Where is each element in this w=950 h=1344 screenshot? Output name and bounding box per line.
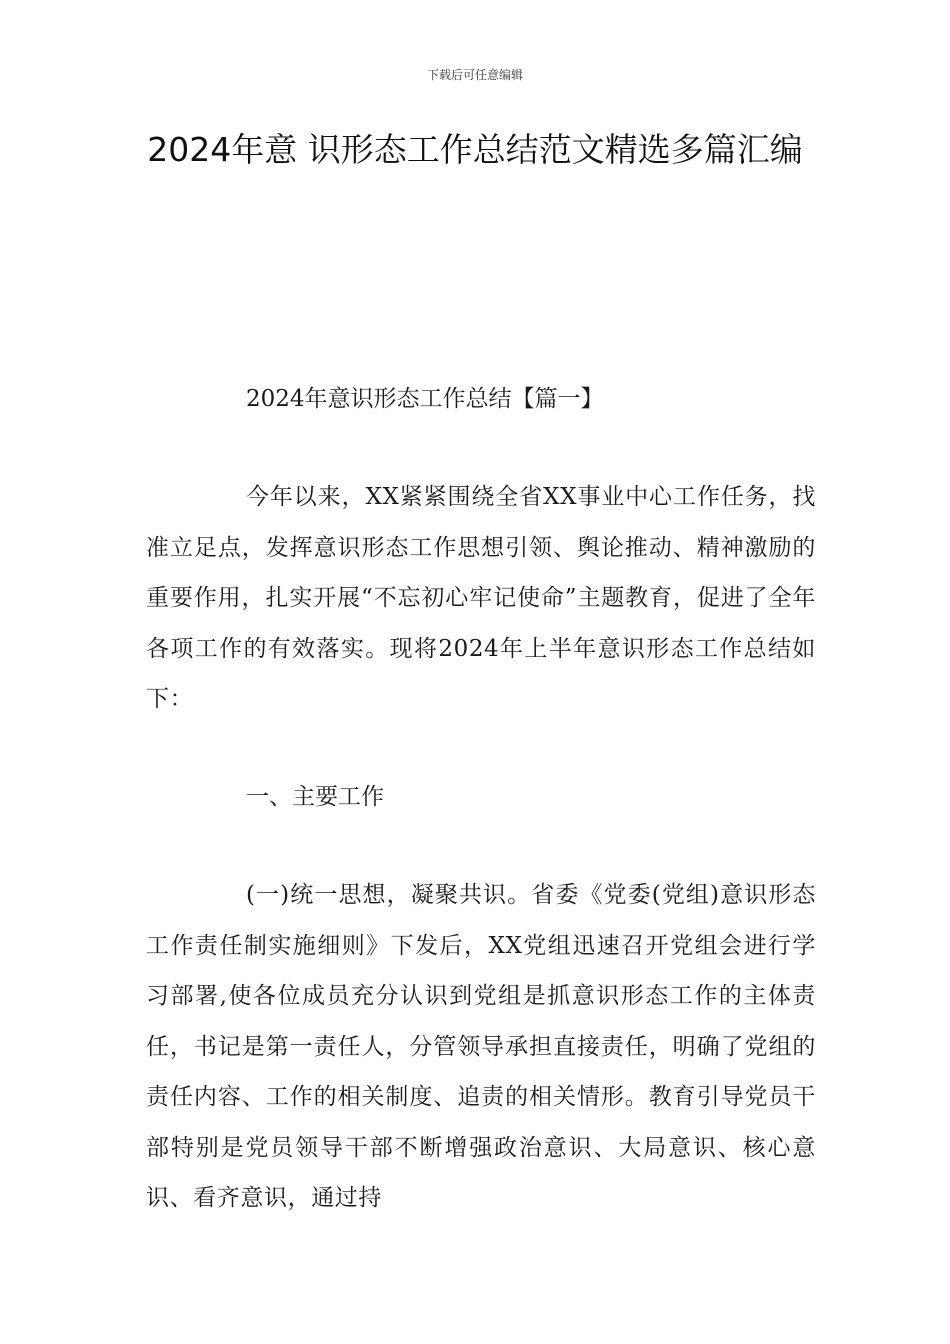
intro-paragraph: 今年以来，XX紧紧围绕全省XX事业中心工作任务，找准立足点，发挥意识形态工作思想引领、舆论推动、精神激励的重要作用，扎实开展“不忘初心牢记使命”主题教育，促进了全年各项工作的有效落实。现将2024年上半年意识形态工作总结如下： (146, 484, 816, 712)
page-header-note: 下载后可任意编辑 (426, 68, 523, 82)
article-heading: 2024年意识形态工作总结【篇一】 (246, 386, 604, 412)
section-heading-main-work: 一、主要工作 (246, 784, 384, 810)
body-paragraph-unify-thought: (一)统一思想，凝聚共识。省委《党委(党组)意识形态工作责任制实施细则》下发后，XX党组迅速召开党组会进行学习部署,使各位成员充分认识到党组是抓意识形态工作的主体责任，书记是第一责任人，分管领导承担直接责任，明确了党组的责任内容、工作的相关制度、追责的相关情形。教育引导党员干部特别是党员领导干部不断增强政治意识、大局意识、核心意识、看齐意识，通过持 (146, 882, 816, 1211)
document-title: 2024年意 识形态工作总结范文精选多篇汇编 (147, 130, 803, 169)
